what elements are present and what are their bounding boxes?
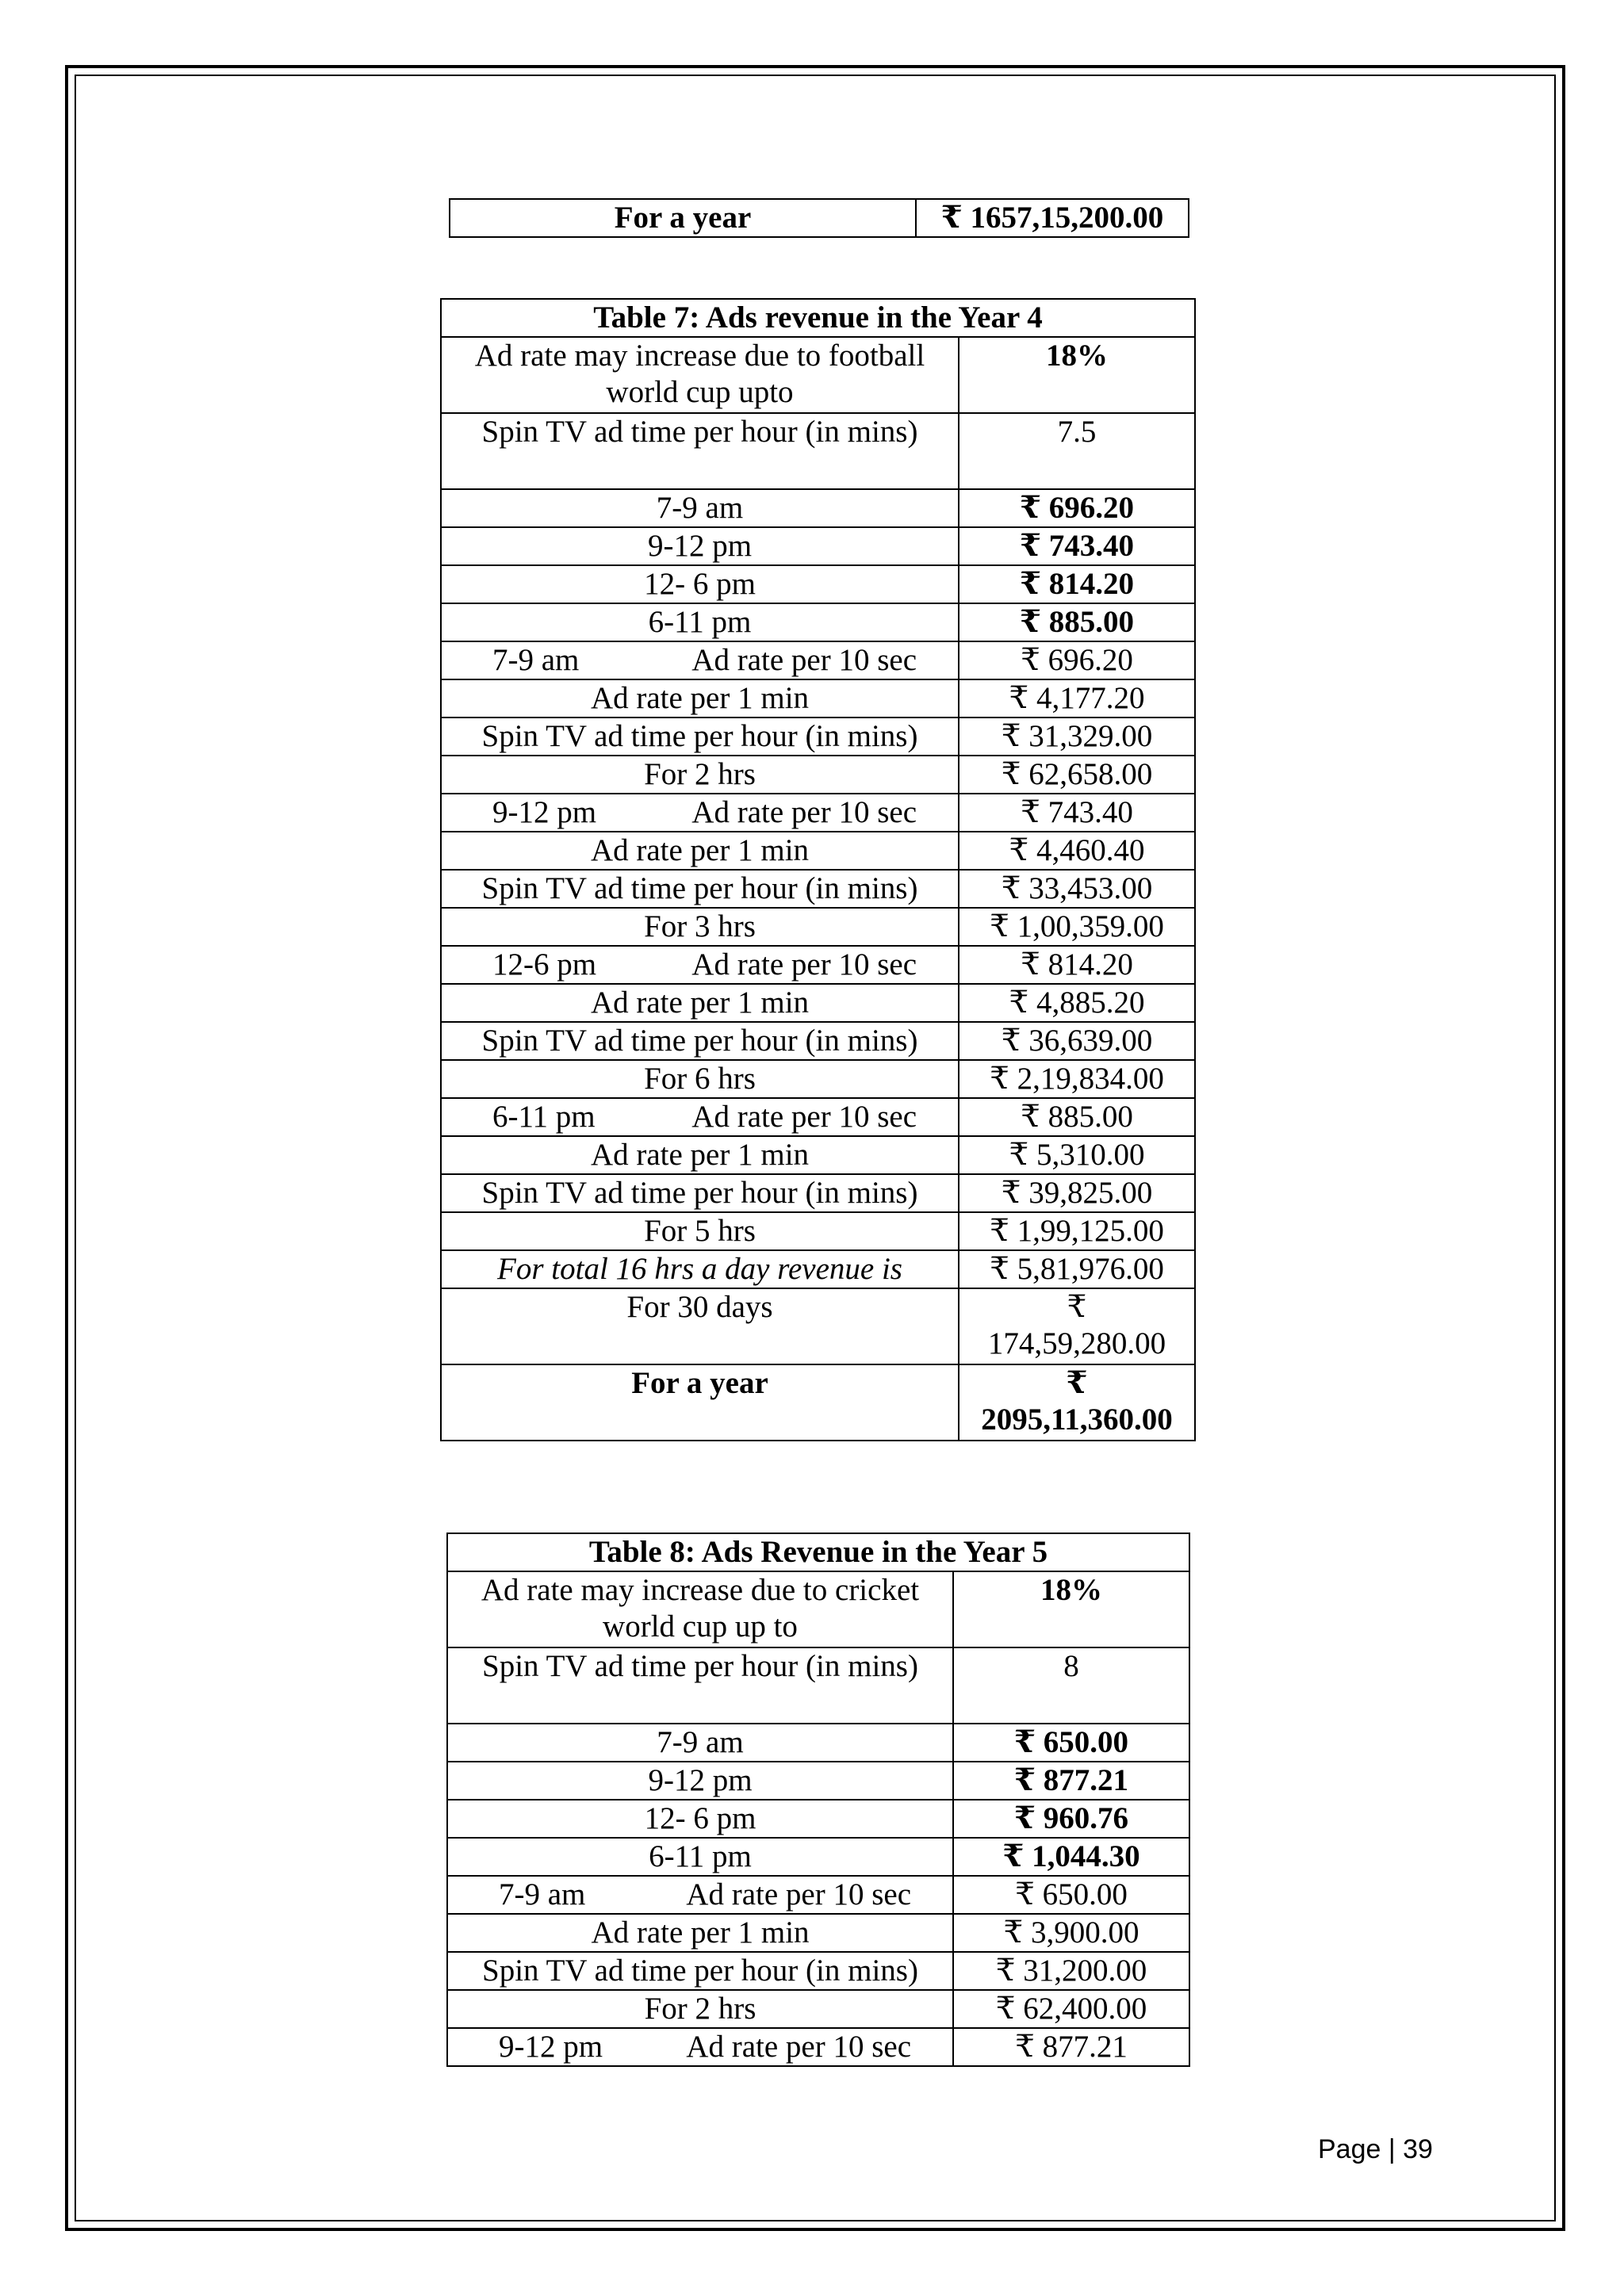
total-value: ₹ 5,81,976.00 xyxy=(959,1250,1195,1288)
block-slot-row xyxy=(441,946,959,984)
slot-value: ₹ 814.20 xyxy=(959,565,1195,603)
table-row xyxy=(441,527,1195,565)
slot-value: ₹ 696.20 xyxy=(959,489,1195,527)
days-label: For 30 days xyxy=(441,1288,959,1364)
table-row xyxy=(447,1990,1189,2028)
table-row xyxy=(441,489,1195,527)
year-value: ₹ 2095,11,360.00 xyxy=(959,1364,1195,1441)
per10-label: Ad rate per 10 sec xyxy=(691,947,917,982)
table-row xyxy=(450,199,1189,237)
carryover-table xyxy=(449,198,1189,238)
hour-value: ₹ 31,329.00 xyxy=(959,718,1195,756)
table-row xyxy=(447,1914,1189,1952)
table-row xyxy=(441,337,1195,413)
table-row xyxy=(441,1136,1195,1174)
table-row xyxy=(447,1647,1189,1724)
table-row xyxy=(447,1762,1189,1800)
table-title: Table 7: Ads revenue in the Year 4 xyxy=(441,299,1195,337)
hour-value: ₹ 33,453.00 xyxy=(959,870,1195,908)
block-slot-row xyxy=(441,641,959,679)
table-row xyxy=(441,718,1195,756)
slot-value: ₹ 1,044.30 xyxy=(953,1838,1189,1876)
table-row xyxy=(441,946,1195,984)
slot-label: 12- 6 pm xyxy=(441,565,959,603)
slot-value: ₹ 743.40 xyxy=(959,527,1195,565)
per10-value: ₹ 696.20 xyxy=(959,641,1195,679)
hour-label: Spin TV ad time per hour (in mins) xyxy=(441,870,959,908)
adtime-label: Spin TV ad time per hour (in mins) xyxy=(447,1647,953,1724)
year-label: For a year xyxy=(441,1364,959,1441)
hrs-label: For 5 hrs xyxy=(441,1212,959,1250)
adtime-label: Spin TV ad time per hour (in mins) xyxy=(441,413,959,489)
table-row xyxy=(447,2028,1189,2066)
hrs-label: For 3 hrs xyxy=(441,908,959,946)
hrs-value: ₹ 1,00,359.00 xyxy=(959,908,1195,946)
hrs-label: For 2 hrs xyxy=(441,756,959,794)
table-row xyxy=(441,1174,1195,1212)
slot-rates xyxy=(441,489,1195,641)
table-title: Table 8: Ads Revenue in the Year 5 xyxy=(447,1533,1189,1571)
per1-value: ₹ 3,900.00 xyxy=(953,1914,1189,1952)
slot-label: 6-11 pm xyxy=(447,1838,953,1876)
table-row xyxy=(447,1533,1189,1571)
table-row xyxy=(441,299,1195,337)
table-row xyxy=(447,1571,1189,1647)
per10-label: Ad rate per 10 sec xyxy=(686,1877,911,1911)
hour-label: Spin TV ad time per hour (in mins) xyxy=(447,1952,953,1990)
block-slot: 9-12 pm xyxy=(492,795,597,829)
slot-value: ₹ 885.00 xyxy=(959,603,1195,641)
days-value: ₹ 174,59,280.00 xyxy=(959,1288,1195,1364)
slot-label: 7-9 am xyxy=(441,489,959,527)
per1-value: ₹ 4,460.40 xyxy=(959,832,1195,870)
per10-label: Ad rate per 10 sec xyxy=(691,1100,917,1134)
table-row xyxy=(441,1022,1195,1060)
table-row xyxy=(447,1838,1189,1876)
hour-label: Spin TV ad time per hour (in mins) xyxy=(441,718,959,756)
increase-label: Ad rate may increase due to football world cup upto xyxy=(441,337,959,413)
hrs-label: For 2 hrs xyxy=(447,1990,953,2028)
per1-label: Ad rate per 1 min xyxy=(441,832,959,870)
block-slot-row xyxy=(447,2028,953,2066)
slot-value: ₹ 877.21 xyxy=(953,1762,1189,1800)
per10-value: ₹ 814.20 xyxy=(959,946,1195,984)
table-row xyxy=(447,1800,1189,1838)
hrs-value: ₹ 2,19,834.00 xyxy=(959,1060,1195,1098)
per10-value: ₹ 877.21 xyxy=(953,2028,1189,2066)
table-row xyxy=(441,1060,1195,1098)
per1-label: Ad rate per 1 min xyxy=(441,1136,959,1174)
block-slot: 7-9 am xyxy=(499,1877,586,1911)
table-row xyxy=(441,832,1195,870)
per10-label: Ad rate per 10 sec xyxy=(691,795,917,829)
per1-value: ₹ 4,177.20 xyxy=(959,679,1195,718)
hour-value: ₹ 39,825.00 xyxy=(959,1174,1195,1212)
table-row xyxy=(441,603,1195,641)
block-slot: 9-12 pm xyxy=(499,2030,603,2064)
table-row xyxy=(441,679,1195,718)
table-7 xyxy=(440,298,1196,1441)
adtime-value: 8 xyxy=(953,1647,1189,1724)
table-row xyxy=(441,794,1195,832)
row-value: ₹ 1657,15,200.00 xyxy=(916,199,1189,237)
slot-label: 12- 6 pm xyxy=(447,1800,953,1838)
table-row xyxy=(447,1952,1189,1990)
per1-label: Ad rate per 1 min xyxy=(447,1914,953,1952)
table-row xyxy=(441,1212,1195,1250)
per10-label: Ad rate per 10 sec xyxy=(686,2030,911,2064)
table-row xyxy=(441,870,1195,908)
per10-label: Ad rate per 10 sec xyxy=(691,643,917,677)
block-slot: 7-9 am xyxy=(492,643,580,677)
hrs-value: ₹ 62,658.00 xyxy=(959,756,1195,794)
table-row xyxy=(441,413,1195,489)
slot-label: 6-11 pm xyxy=(441,603,959,641)
table-row xyxy=(441,1288,1195,1364)
increase-value: 18% xyxy=(953,1571,1189,1647)
adtime-value: 7.5 xyxy=(959,413,1195,489)
per1-value: ₹ 4,885.20 xyxy=(959,984,1195,1022)
slot-label: 7-9 am xyxy=(447,1724,953,1762)
table-row xyxy=(447,1724,1189,1762)
hrs-label: For 6 hrs xyxy=(441,1060,959,1098)
per10-value: ₹ 743.40 xyxy=(959,794,1195,832)
hour-value: ₹ 36,639.00 xyxy=(959,1022,1195,1060)
page-number: Page | 39 xyxy=(1318,2134,1433,2164)
block-slot: 12-6 pm xyxy=(492,947,597,982)
table-row xyxy=(441,1098,1195,1136)
hrs-value: ₹ 62,400.00 xyxy=(953,1990,1189,2028)
table-row xyxy=(447,1876,1189,1914)
table-8 xyxy=(446,1533,1190,2067)
table-row xyxy=(441,641,1195,679)
per1-label: Ad rate per 1 min xyxy=(441,984,959,1022)
hrs-value: ₹ 1,99,125.00 xyxy=(959,1212,1195,1250)
hour-label: Spin TV ad time per hour (in mins) xyxy=(441,1174,959,1212)
table-row xyxy=(441,1250,1195,1288)
slot-value: ₹ 960.76 xyxy=(953,1800,1189,1838)
block-slot-row xyxy=(447,1876,953,1914)
total-label: For total 16 hrs a day revenue is xyxy=(441,1250,959,1288)
table-row xyxy=(441,1364,1195,1441)
slot-label: 9-12 pm xyxy=(447,1762,953,1800)
per10-value: ₹ 650.00 xyxy=(953,1876,1189,1914)
hour-label: Spin TV ad time per hour (in mins) xyxy=(441,1022,959,1060)
hour-value: ₹ 31,200.00 xyxy=(953,1952,1189,1990)
block-slot: 6-11 pm xyxy=(492,1100,596,1134)
per1-label: Ad rate per 1 min xyxy=(441,679,959,718)
increase-value: 18% xyxy=(959,337,1195,413)
table-row xyxy=(441,984,1195,1022)
table-row xyxy=(441,565,1195,603)
slot-value: ₹ 650.00 xyxy=(953,1724,1189,1762)
row-label: For a year xyxy=(450,199,916,237)
per10-value: ₹ 885.00 xyxy=(959,1098,1195,1136)
slot-label: 9-12 pm xyxy=(441,527,959,565)
table-row xyxy=(441,908,1195,946)
table-row xyxy=(441,756,1195,794)
block-slot-row xyxy=(441,794,959,832)
increase-label: Ad rate may increase due to cricket world cup up to xyxy=(447,1571,953,1647)
per1-value: ₹ 5,310.00 xyxy=(959,1136,1195,1174)
block-slot-row xyxy=(441,1098,959,1136)
